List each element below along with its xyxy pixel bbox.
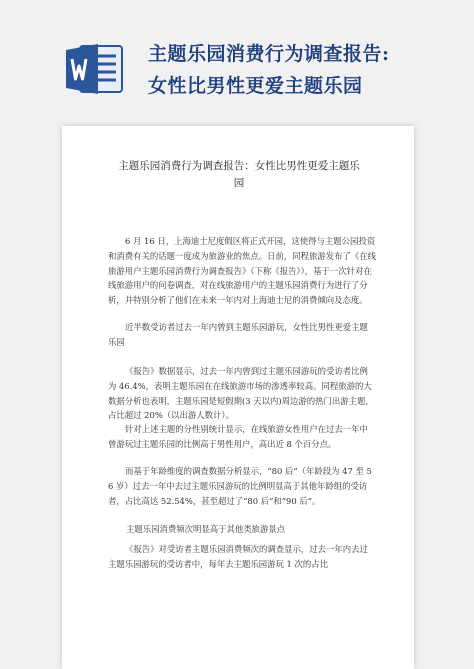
paragraph-section-heading: 近半数受访者过去一年内曾到主题乐园游玩，女性比男性更爱主题乐园 bbox=[108, 322, 368, 347]
word-document-icon bbox=[64, 40, 124, 98]
paragraph-data: 《报告》数据显示，过去一年内曾到过主题乐园游玩的受访者比例为 46.4%，表明主题乐园在在线旅游市场的渗透率较高。同程旅游的大数据分析也表明，主题乐园是短假期(3 天以内)周边游的热门出游主题，占比超过 20%（以出游人数计）。 bbox=[108, 366, 374, 421]
document-header bbox=[0, 0, 474, 110]
header-title bbox=[148, 38, 468, 102]
document-title: 主题乐园消费行为调查报告：女性比男性更爱主题乐园 bbox=[118, 160, 360, 189]
paragraph-age: 而基于年龄维度的调查数据分析显示，“80 后”（年龄段为 47 至 56 岁）过去一年中去过主题乐园游玩的比例明显高于其他年龄组的受访者，占比高达 52.54%，甚至超过了“80 后”和“90 后”。 bbox=[108, 466, 372, 506]
header-title-line2: 女性比男性更爱主题乐园 bbox=[148, 75, 363, 97]
paragraph-gender: 针对上述主题的分性别统计显示，在线旅游女性用户在过去一年中曾游玩过主题乐园的比例高于男性用户，高出近 8 个百分点。 bbox=[108, 424, 368, 449]
header-title-line1: 主题乐园消费行为调查报告: bbox=[148, 43, 390, 65]
subheading-frequency: 主题乐园消费频次明显高于其他类旅游景点 bbox=[126, 524, 286, 534]
document-page bbox=[62, 126, 414, 669]
paragraph-intro: 6 月 16 日，上海迪士尼度假区将正式开园，这使得与主题公园投资和消费有关的话题一度成为旅游业的焦点。日前，同程旅游发布了《在线旅游用户主题乐园消费行为调查报告》（下称《报告》），基于一次针对在线旅游用户的问卷调查，对在线旅游用户的主题乐园消费行为进行了分析，并特别分析了他们在未来一年内对上海迪士尼的消费倾向及态度。 bbox=[108, 236, 376, 306]
paragraph-frequency: 《报告》对受访者主题乐园消费频次的调查显示，过去一年内去过主题乐园游玩的受访者中，每年去主题乐园游玩 1 次的占比 bbox=[108, 544, 368, 569]
